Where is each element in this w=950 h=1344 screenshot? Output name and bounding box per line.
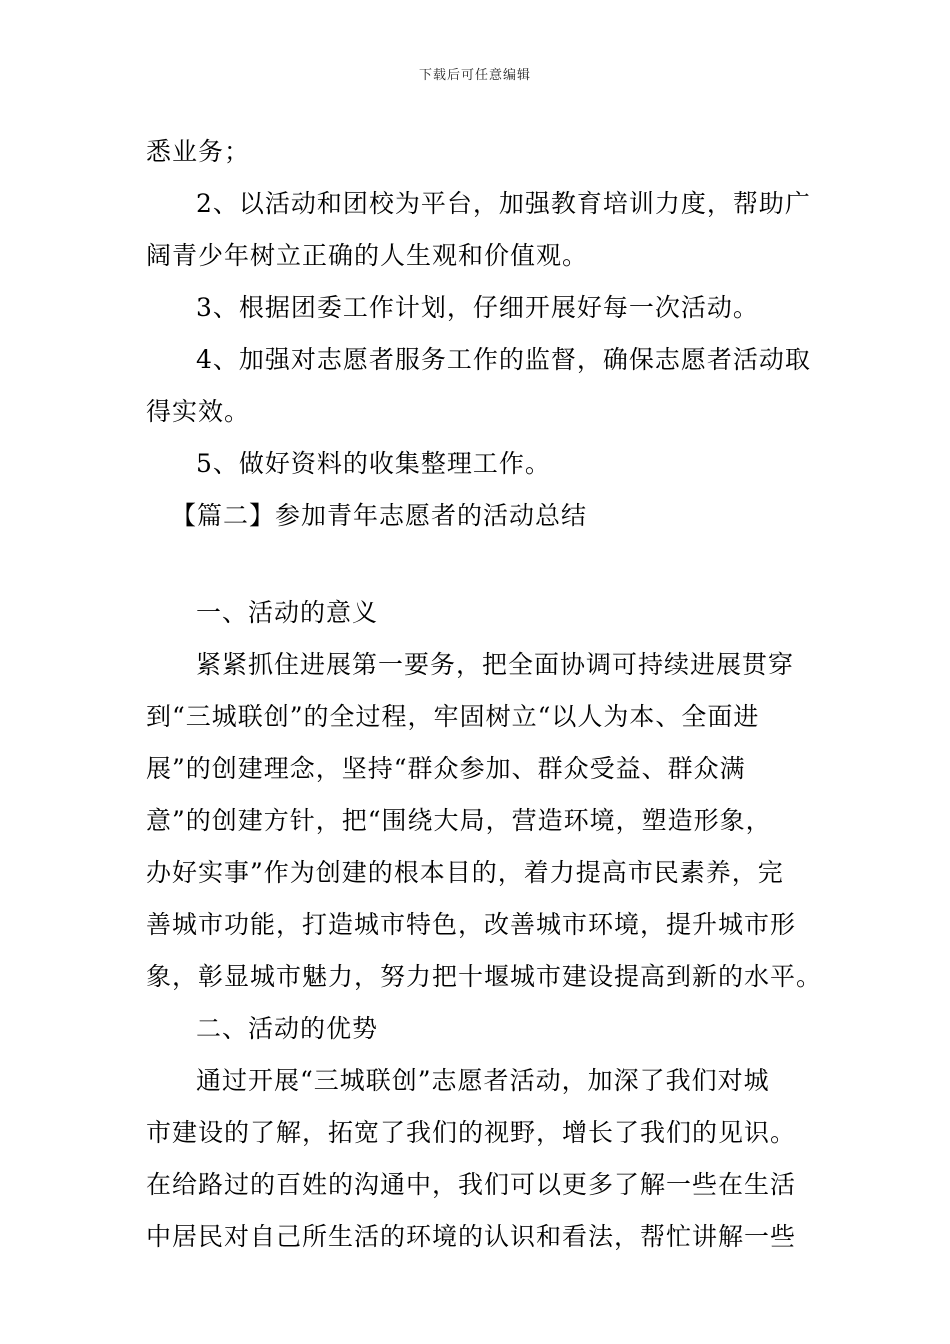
section-title: 【篇二】参加青年志愿者的活动总结 — [171, 501, 588, 530]
text-line: 悉业务； — [146, 137, 251, 166]
list-item-4: 4、加强对志愿者服务工作的监督，确保志愿者活动取 — [196, 345, 811, 374]
paragraph-line: 通过开展“三城联创”志愿者活动，加深了我们对城 — [196, 1066, 770, 1095]
list-item-3: 3、根据团委工作计划，仔细开展好每一次活动。 — [196, 293, 759, 322]
document-body — [146, 126, 823, 1263]
paragraph-line: 象，彰显城市魅力，努力把十堰城市建设提高到新的水平。 — [146, 962, 823, 991]
text-line: 得实效。 — [146, 397, 251, 426]
subheading-advantages: 二、活动的优势 — [196, 1014, 379, 1043]
paragraph-line: 市建设的了解，拓宽了我们的视野，增长了我们的见识。 — [146, 1118, 797, 1147]
paragraph-line: 紧紧抓住进展第一要务，把全面协调可持续进展贯穿 — [196, 650, 795, 679]
paragraph-line: 在给路过的百姓的沟通中，我们可以更多了解一些在生活 — [146, 1170, 797, 1199]
subheading-significance: 一、活动的意义 — [196, 598, 379, 627]
text-line: 阔青少年树立正确的人生观和价值观。 — [146, 241, 589, 270]
list-item-5: 5、做好资料的收集整理工作。 — [196, 449, 551, 478]
list-item-2: 2、以活动和团校为平台，加强教育培训力度，帮助广 — [196, 189, 811, 218]
paragraph-line: 到“三城联创”的全过程，牢固树立“以人为本、全面进 — [146, 702, 760, 731]
paragraph-line: 展”的创建理念，坚持“群众参加、群众受益、群众满 — [146, 754, 746, 783]
paragraph-line: 意”的创建方针，把“围绕大局，营造环境，塑造形象， — [146, 806, 772, 835]
paragraph-line: 办好实事”作为创建的根本目的，着力提高市民素养，完 — [146, 858, 784, 887]
page-header: 下载后可任意编辑 — [418, 68, 531, 83]
blank-gap — [146, 542, 806, 587]
paragraph-line: 善城市功能，打造城市特色，改善城市环境，提升城市形 — [146, 910, 797, 939]
paragraph-line: 中居民对自己所生活的环境的认识和看法，帮忙讲解一些 — [146, 1222, 797, 1251]
